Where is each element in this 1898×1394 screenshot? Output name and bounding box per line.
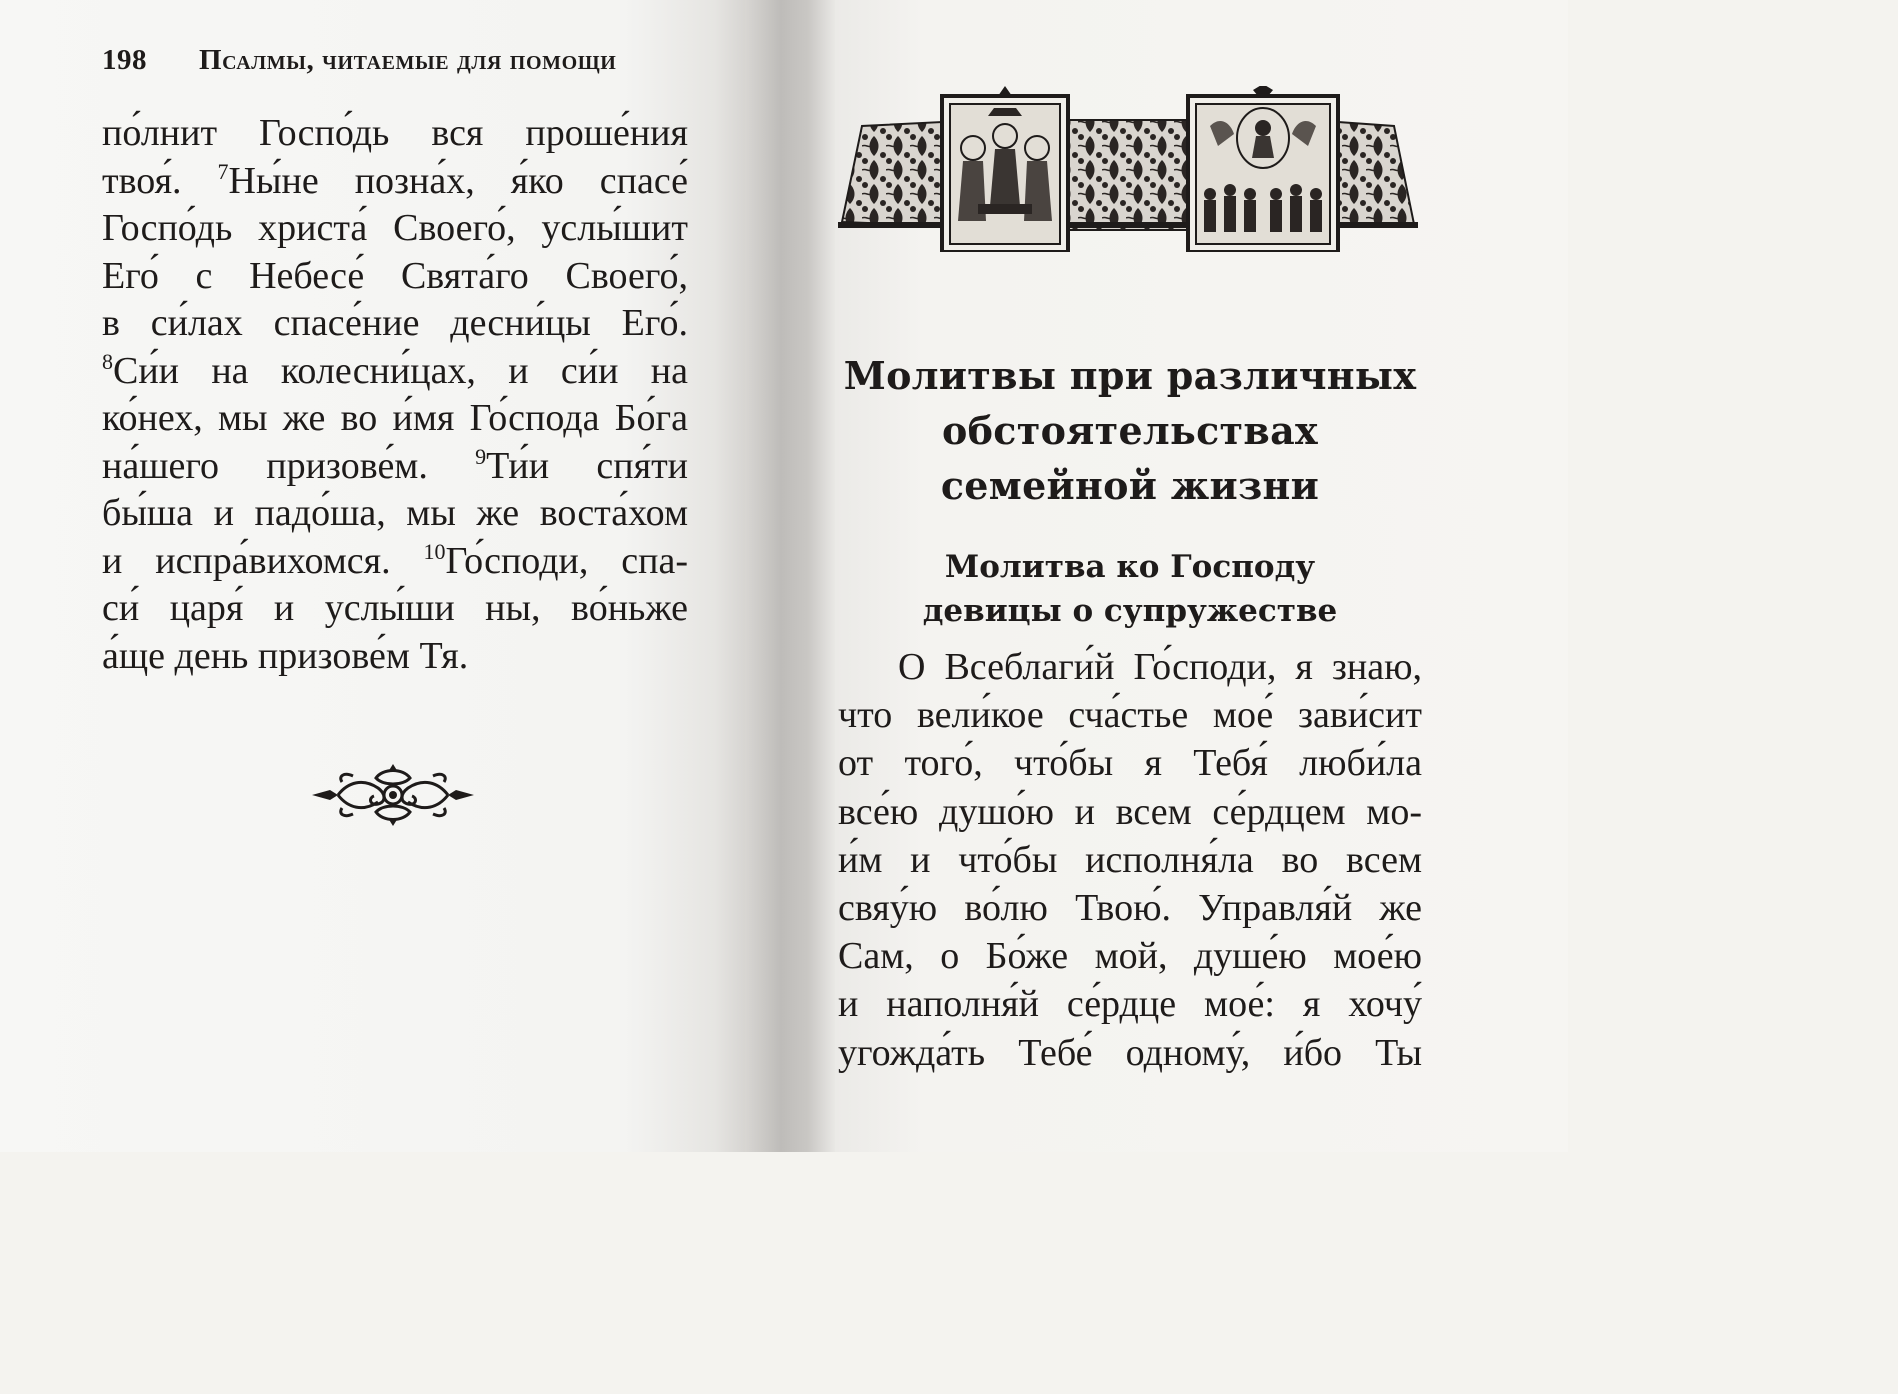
psalm-text-segment: Ти́и спя́ти xyxy=(486,444,689,487)
psalm-text-segment: Госпо́дь христа́ Своего́, услы́шит xyxy=(102,207,688,249)
psalm-text-segment: ко́нех, мы же во и́мя Го́спода Бо́га xyxy=(102,397,688,439)
psalm-line xyxy=(102,205,688,253)
icon-banner xyxy=(838,86,1418,252)
verse-number: 8 xyxy=(102,348,113,374)
psalm-line xyxy=(102,395,688,443)
psalm-text-segment: Ны́не позна́х, я́ко спасе́ xyxy=(228,159,689,202)
psalm-line xyxy=(102,443,688,491)
prayer-line: свяу́ю во́лю Твою́. Управля́й же xyxy=(838,887,1422,930)
section-title-line: семейной жизни xyxy=(940,463,1320,508)
psalm-line xyxy=(102,585,688,633)
page-number: 198 xyxy=(102,44,147,76)
prayer-line: О Всеблаги́й Го́споди, я знаю, xyxy=(898,646,1422,688)
prayer-line: Сам, о Бо́же мой, душе́ю мое́ю xyxy=(838,935,1422,978)
psalm-line xyxy=(102,538,688,586)
psalm-line xyxy=(102,633,688,681)
ascension-icon xyxy=(1188,86,1338,252)
section-title xyxy=(835,348,1425,513)
psalm-text-segment: Го́споди, спа- xyxy=(445,539,688,582)
trinity-icon xyxy=(942,96,1068,252)
psalm-text-segment: Си́и на колесни́цах, и си́и на xyxy=(113,349,688,392)
running-head-title: Псалмы, читаемые для помощи xyxy=(199,44,617,76)
psalm-text-segment: Его́ с Небесе́ Свята́го Своего́, xyxy=(102,254,688,297)
prayer-line: от того́, что́бы я Тебя́ люби́ла xyxy=(838,742,1422,785)
prayer-text xyxy=(838,643,1422,1077)
prayer-line: и́м и что́бы исполня́ла во всем xyxy=(838,838,1422,881)
prayer-line: и наполня́й се́рдце мое́: я хочу́ xyxy=(838,983,1422,1026)
psalm-line xyxy=(102,300,688,348)
psalm-text-segment: на́шего призове́м. xyxy=(102,444,476,487)
psalm-text-segment: по́лнит Госпо́дь вся проше́ния xyxy=(102,112,688,154)
section-title-line: Молитвы при различных xyxy=(843,353,1417,398)
prayer-title-line: Молитва ко Господу xyxy=(944,549,1316,585)
psalm-line xyxy=(102,158,688,206)
verse-number: 10 xyxy=(423,538,446,564)
prayer-title xyxy=(835,545,1425,633)
psalm-text-segment: си́ царя́ и услы́ши ны, во́ньже xyxy=(102,587,688,629)
prayer-line: что вели́кое сча́стье мое́ зави́сит xyxy=(838,694,1422,737)
psalm-line xyxy=(102,348,688,396)
psalm-text-segment: бы́ша и падо́ша, мы же воста́хом xyxy=(102,492,688,534)
verse-number: 7 xyxy=(217,158,229,184)
psalm-text-segment: а́ще день призове́м Тя. xyxy=(102,634,469,677)
psalm-text-segment: в си́лах спасе́ние десни́цы Его́. xyxy=(102,302,688,344)
psalm-text-segment: твоя́. xyxy=(102,159,218,202)
verse-number: 9 xyxy=(475,443,487,469)
running-head xyxy=(102,44,692,77)
prayer-title-line: девицы о супружестве xyxy=(922,593,1338,629)
psalm-line xyxy=(102,490,688,538)
fleuron-ornament xyxy=(308,760,478,830)
prayer-line: все́ю душо́ю и всем се́рдцем мо- xyxy=(838,790,1422,833)
prayer-line: угожда́ть Тебе́ одному́, и́бо Ты xyxy=(838,1031,1422,1074)
psalm-text xyxy=(102,110,688,680)
psalm-line xyxy=(102,110,688,158)
book-gutter xyxy=(745,0,835,1152)
psalm-line xyxy=(102,253,688,301)
psalm-text-segment: и испра́вихомся. xyxy=(102,539,424,582)
section-title-line: обстоятельствах xyxy=(942,408,1318,453)
